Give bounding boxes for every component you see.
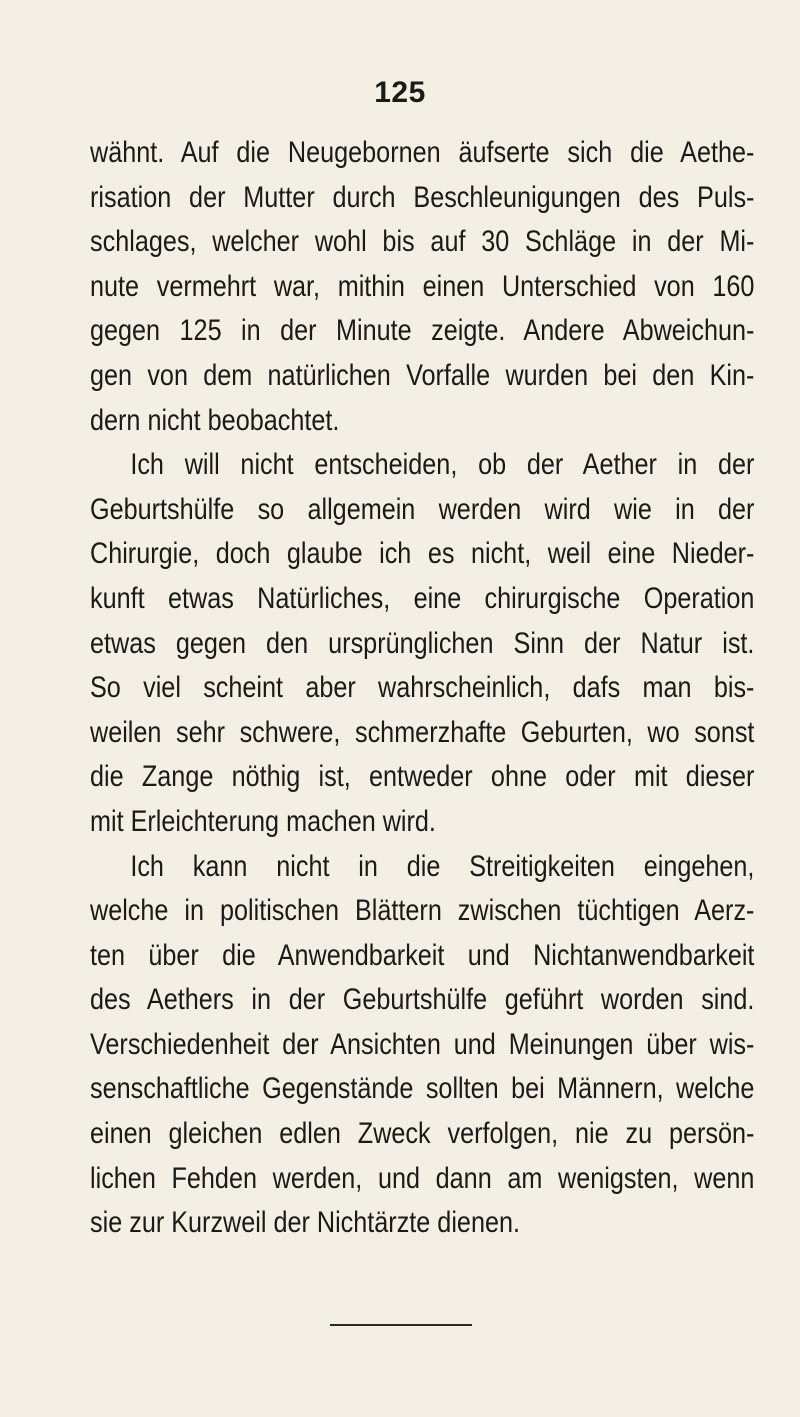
page-number: 125 [374, 76, 426, 109]
text-line: Ich kann nicht in die Streitigkeiten eingehen, [130, 849, 755, 883]
text-line: schlages, welcher wohl bis auf 30 Schläge in der Mi- [90, 225, 755, 259]
text-line: gen von dem natürlichen Vorfalle wurden bei den Kin- [90, 358, 755, 392]
text-line: einen gleichen edlen Zweck verfolgen, nie zu persön- [90, 1117, 755, 1151]
text-line: So viel scheint aber wahrscheinlich, dafs man bis- [90, 671, 755, 705]
text-line: lichen Fehden werden, und dann am wenigsten, wenn [90, 1161, 755, 1195]
text-line: des Aethers in der Geburtshülfe geführt worden sind. [90, 983, 755, 1017]
text-line: mit Erleichterung machen wird. [90, 804, 436, 838]
text-line: ten über die Anwendbarkeit und Nichtanwendbarkeit [90, 938, 755, 972]
text-line: sie zur Kurzweil der Nichtärzte dienen. [90, 1206, 520, 1240]
text-line: dern nicht beobachtet. [90, 403, 340, 437]
text-line: kunft etwas Natürliches, eine chirurgische Operation [90, 581, 755, 615]
text-line: Chirurgie, doch glaube ich es nicht, weil eine Nieder- [90, 537, 755, 571]
text-line: die Zange nöthig ist, entweder ohne oder mit dieser [90, 760, 755, 794]
text-line: welche in politischen Blättern zwischen tüchtigen Aerz- [90, 894, 755, 928]
text-line: weilen sehr schwere, schmerzhafte Geburten, wo sonst [90, 715, 755, 749]
body-text [90, 131, 755, 1246]
text-line: etwas gegen den ursprünglichen Sinn der Natur ist. [90, 626, 755, 660]
text-line: Geburtshülfe so allgemein werden wird wie in der [90, 492, 755, 526]
text-line: Verschiedenheit der Ansichten und Meinungen über wis- [90, 1027, 755, 1061]
text-line: risation der Mutter durch Beschleunigungen des Puls- [90, 180, 755, 214]
text-line: wähnt. Auf die Neugebornen äufserte sich die Aethe- [90, 136, 755, 169]
end-rule [330, 1324, 472, 1326]
text-line: senschaftliche Gegenstände sollten bei Männern, welche [90, 1072, 755, 1106]
text-line: Ich will nicht entscheiden, ob der Aether in der [130, 448, 755, 482]
text-line: nute vermehrt war, mithin einen Unterschied von 160 [90, 269, 755, 303]
text-line: gegen 125 in der Minute zeigte. Andere Abweichun- [90, 314, 755, 348]
